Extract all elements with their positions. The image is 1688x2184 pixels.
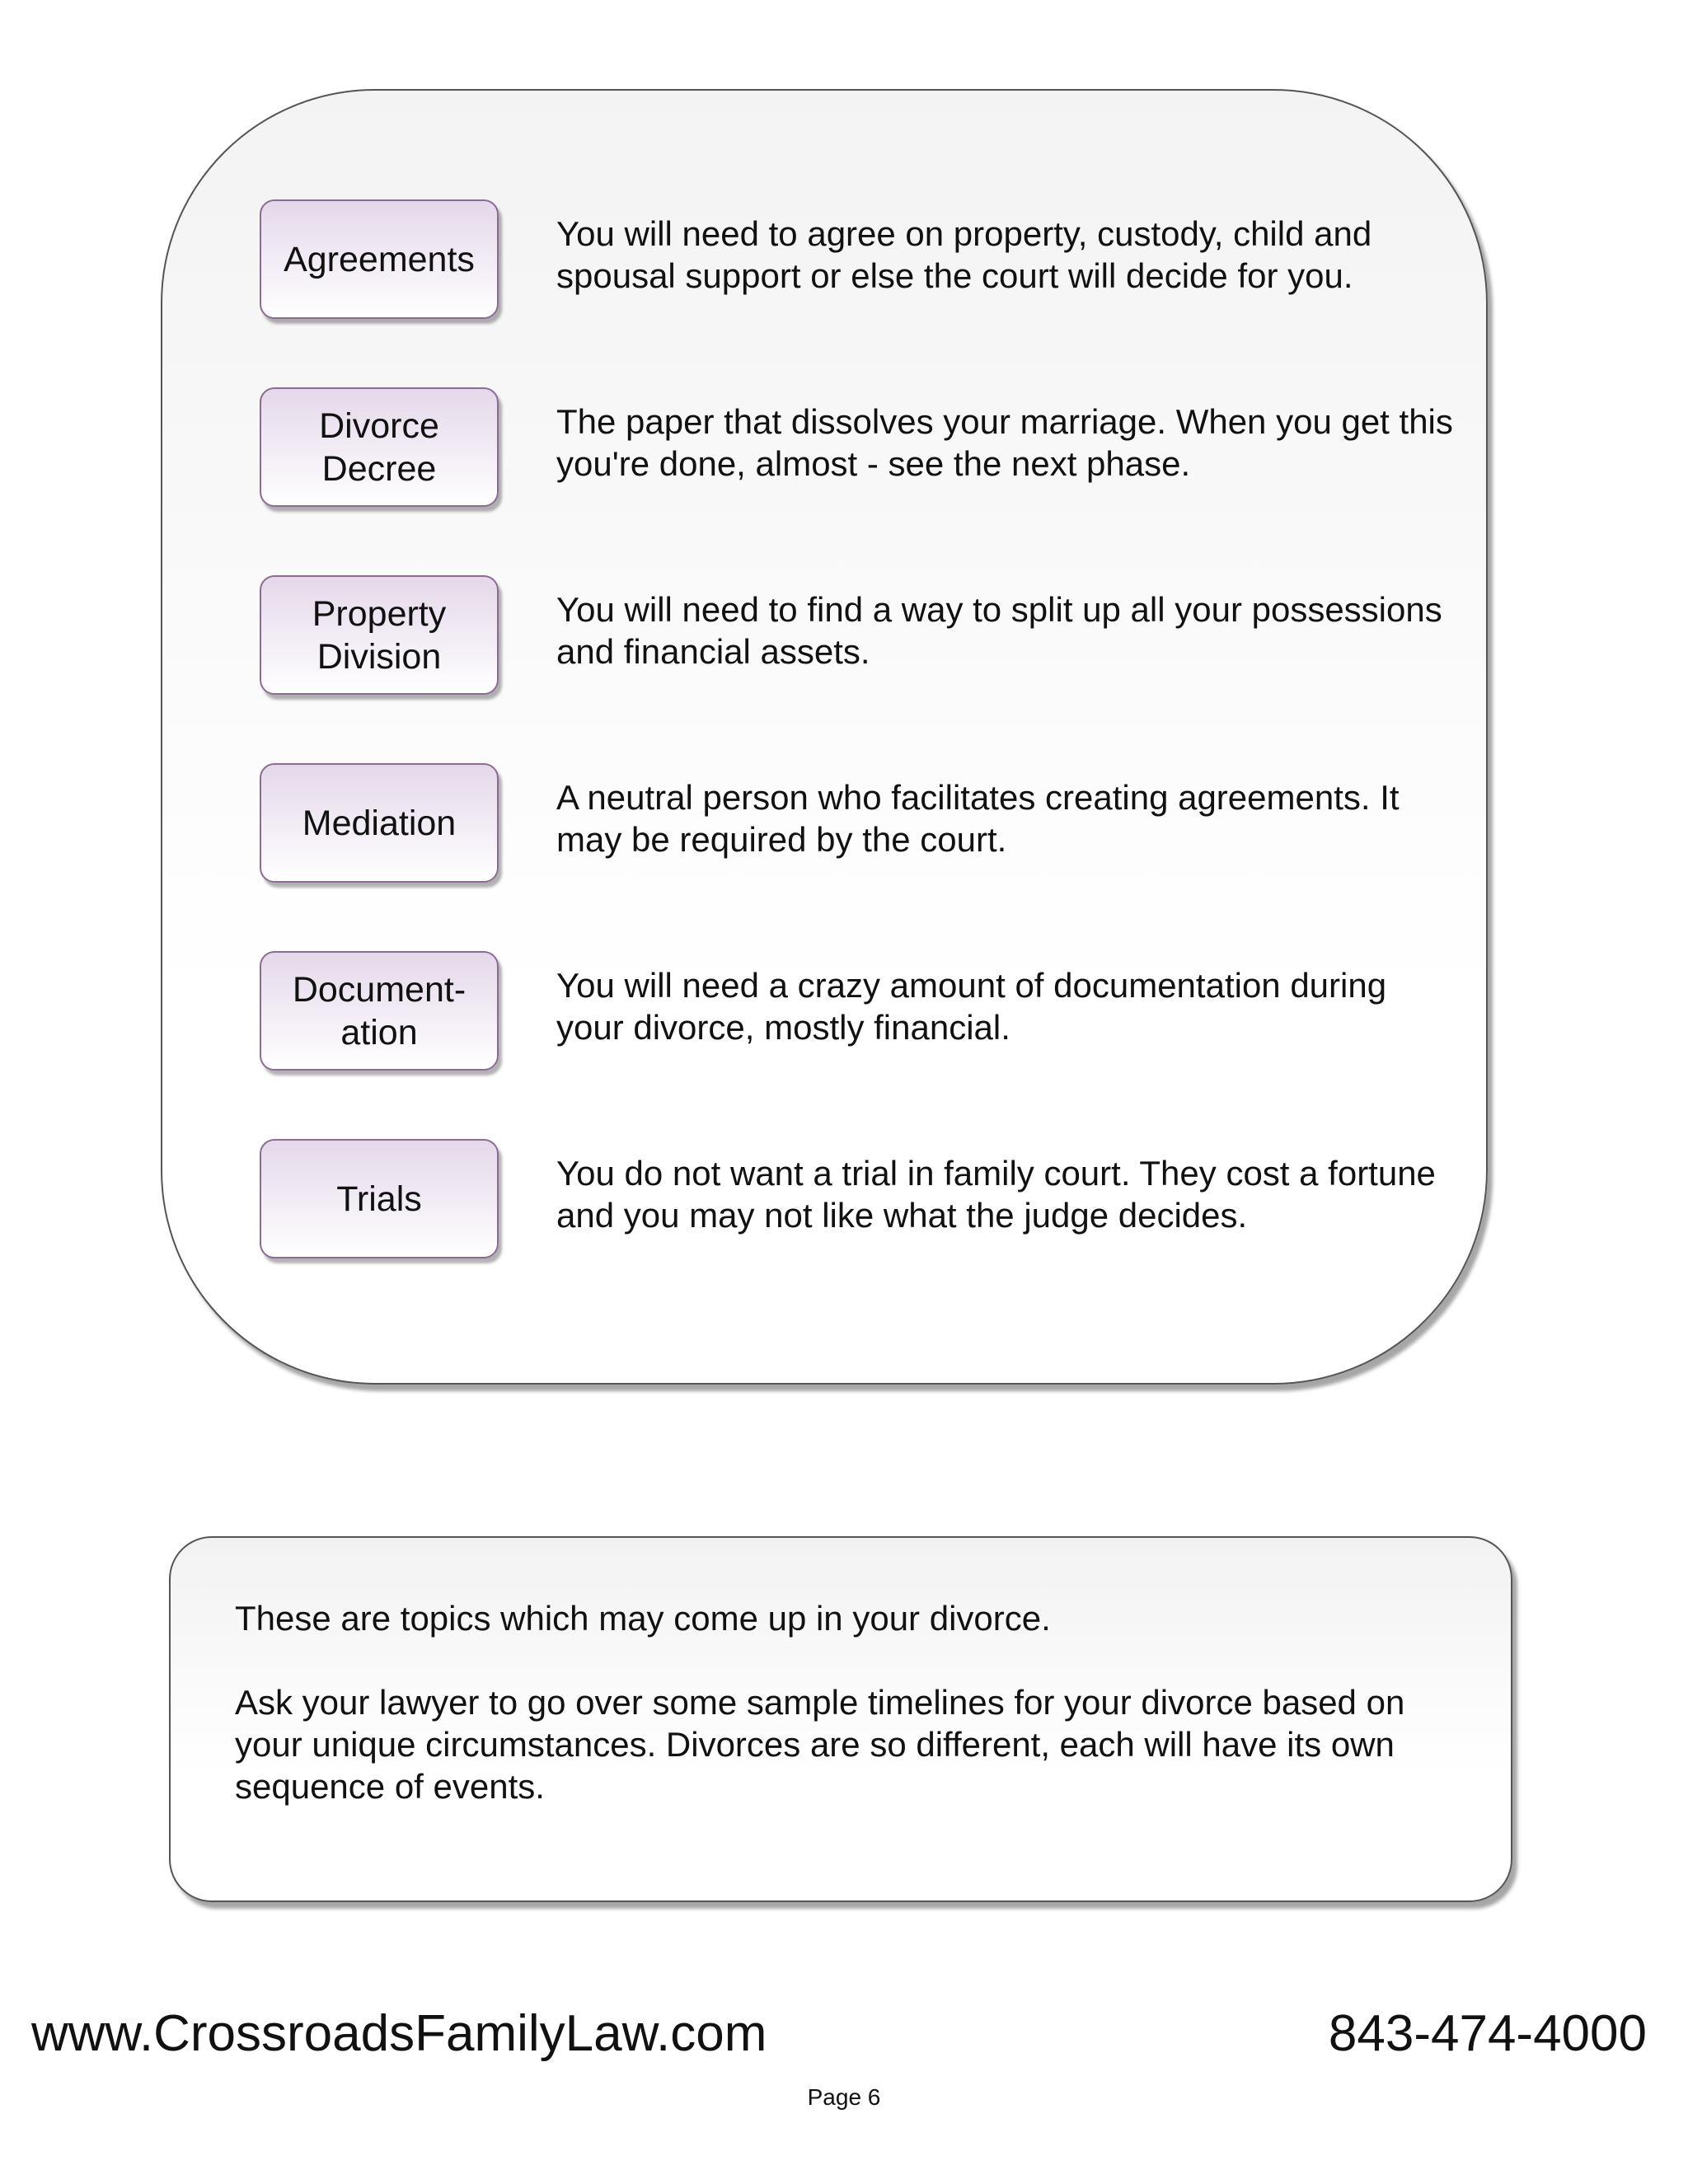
topic-label-agreements: Agreements <box>260 199 499 319</box>
topic-description-mediation: A neutral person who facilitates creating agreements. It may be required by the court. <box>556 778 1400 859</box>
topic-label-divorce-decree: Divorce Decree <box>260 387 499 507</box>
topic-row-agreements <box>260 199 1447 323</box>
topic-description-property-division: You will need to find a way to split up all your possessions and financial assets. <box>556 590 1442 671</box>
note-panel <box>169 1536 1512 1902</box>
topic-row-mediation <box>260 763 1447 887</box>
topic-description-trials: You do not want a trial in family court. They cost a fortune and you may not like what the judge decides. <box>556 1154 1436 1235</box>
topic-row-trials <box>260 1139 1447 1263</box>
footer-website-link[interactable]: www.CrossroadsFamilyLaw.com <box>31 2005 767 2062</box>
topic-row-documentation <box>260 951 1447 1075</box>
topic-description-documentation: You will need a crazy amount of documentation during your divorce, mostly financial. <box>556 966 1387 1047</box>
topic-label-property-division: Property Division <box>260 575 499 695</box>
page-number: Page 6 <box>807 2084 881 2110</box>
note-advice-text: Ask your lawyer to go over some sample timelines for your divorce based on your unique circumstances. Divorces are so different, each will have its own sequence of events. <box>235 1683 1405 1806</box>
topic-row-divorce-decree <box>260 387 1453 511</box>
topic-label-trials: Trials <box>260 1139 499 1258</box>
topic-label-mediation: Mediation <box>260 763 499 883</box>
note-intro-text: These are topics which may come up in your divorce. <box>235 1599 1051 1638</box>
topic-description-agreements: You will need to agree on property, custody, child and spousal support or else the court will decide for you. <box>556 214 1372 295</box>
footer-phone-number: 843-474-4000 <box>1328 2005 1647 2062</box>
topic-label-documentation: Document- ation <box>260 951 499 1071</box>
topic-row-property-division <box>260 575 1447 699</box>
topic-description-divorce-decree: The paper that dissolves your marriage. When you get this you're done, almost - see the next phase. <box>556 402 1453 483</box>
topics-panel <box>161 89 1488 1385</box>
